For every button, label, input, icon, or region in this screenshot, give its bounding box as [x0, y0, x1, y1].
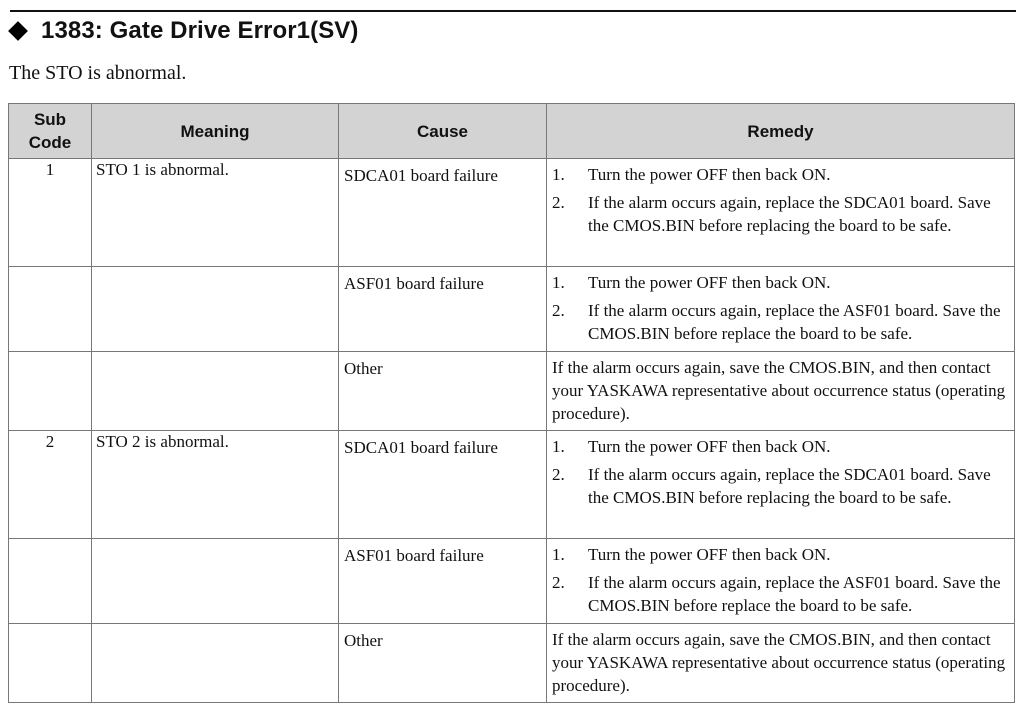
- meaning-cell: STO 2 is abnormal.: [92, 431, 339, 539]
- remedy-text: If the alarm occurs again, save the CMOS.BIN, and then contact your YASKAWA representative about occurrence status (operating procedure).: [552, 630, 1006, 695]
- remedy-cell: [547, 352, 1015, 431]
- step-number: 1.: [552, 165, 565, 184]
- remedy-step: [552, 163, 1006, 186]
- alarm-title: 1383: Gate Drive Error1(SV): [41, 17, 359, 44]
- remedy-steps: [552, 435, 1006, 509]
- alarm-table: [8, 103, 1015, 703]
- remedy-cell: [547, 159, 1015, 267]
- remedy-cell: [547, 431, 1015, 539]
- remedy-cell: [547, 624, 1015, 703]
- meaning-cell: [92, 539, 339, 624]
- step-text: If the alarm occurs again, replace the ASF01 board. Save the CMOS.BIN before replace the board to be safe.: [588, 301, 1001, 343]
- header-cause: Cause: [339, 104, 547, 159]
- header-meaning: Meaning: [92, 104, 339, 159]
- remedy-step: [552, 463, 1006, 509]
- remedy-step: [552, 571, 1006, 617]
- remedy-cell: [547, 539, 1015, 624]
- table-row: [9, 352, 1015, 431]
- remedy-step: [552, 299, 1006, 345]
- cause-cell: ASF01 board failure: [339, 267, 547, 352]
- step-number: 2.: [552, 573, 565, 592]
- step-text: Turn the power OFF then back ON.: [588, 165, 831, 184]
- step-text: If the alarm occurs again, replace the ASF01 board. Save the CMOS.BIN before replace the board to be safe.: [588, 573, 1001, 615]
- step-number: 2.: [552, 465, 565, 484]
- remedy-steps: [552, 543, 1006, 617]
- section-heading: [8, 17, 359, 45]
- sub-code-cell: [9, 624, 92, 703]
- remedy-steps: [552, 163, 1006, 237]
- remedy-cell: [547, 267, 1015, 352]
- cause-cell: Other: [339, 352, 547, 431]
- table-row: [9, 159, 1015, 267]
- step-number: 1.: [552, 437, 565, 456]
- sub-code-cell: 1: [9, 159, 92, 267]
- cause-cell: SDCA01 board failure: [339, 159, 547, 267]
- diamond-bullet-icon: [8, 21, 28, 41]
- step-text: If the alarm occurs again, replace the SDCA01 board. Save the CMOS.BIN before replacing the board to be safe.: [588, 193, 991, 235]
- alarm-description: The STO is abnormal.: [9, 62, 187, 84]
- remedy-text: If the alarm occurs again, save the CMOS.BIN, and then contact your YASKAWA representative about occurrence status (operating procedure).: [552, 358, 1006, 423]
- meaning-cell: [92, 624, 339, 703]
- meaning-cell: [92, 267, 339, 352]
- step-number: 2.: [552, 193, 565, 212]
- step-text: If the alarm occurs again, replace the SDCA01 board. Save the CMOS.BIN before replacing the board to be safe.: [588, 465, 991, 507]
- cause-cell: SDCA01 board failure: [339, 431, 547, 539]
- cause-cell: ASF01 board failure: [339, 539, 547, 624]
- top-rule: [10, 10, 1016, 12]
- table-row: [9, 431, 1015, 539]
- step-number: 1.: [552, 545, 565, 564]
- sub-code-cell: [9, 352, 92, 431]
- step-number: 2.: [552, 301, 565, 320]
- table-header-row: [9, 104, 1015, 159]
- table-row: [9, 539, 1015, 624]
- step-number: 1.: [552, 273, 565, 292]
- sub-code-cell: 2: [9, 431, 92, 539]
- step-text: Turn the power OFF then back ON.: [588, 437, 831, 456]
- remedy-steps: [552, 271, 1006, 345]
- cause-cell: Other: [339, 624, 547, 703]
- remedy-step: [552, 191, 1006, 237]
- meaning-cell: STO 1 is abnormal.: [92, 159, 339, 267]
- sub-code-cell: [9, 539, 92, 624]
- remedy-step: [552, 543, 1006, 566]
- header-sub-code: Sub Code: [9, 104, 92, 159]
- table-row: [9, 624, 1015, 703]
- header-remedy: Remedy: [547, 104, 1015, 159]
- step-text: Turn the power OFF then back ON.: [588, 273, 831, 292]
- sub-code-cell: [9, 267, 92, 352]
- remedy-step: [552, 271, 1006, 294]
- step-text: Turn the power OFF then back ON.: [588, 545, 831, 564]
- table-row: [9, 267, 1015, 352]
- remedy-step: [552, 435, 1006, 458]
- meaning-cell: [92, 352, 339, 431]
